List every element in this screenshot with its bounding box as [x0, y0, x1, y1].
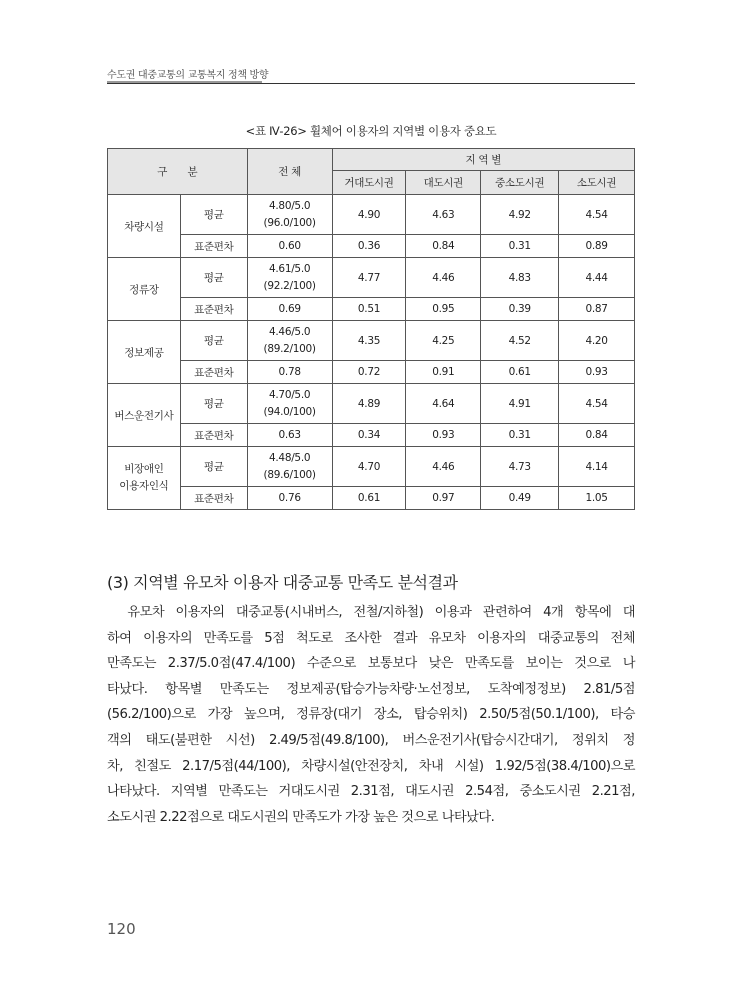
stat-label: 평균: [180, 195, 247, 235]
total-cell: 0.69: [247, 298, 332, 321]
importance-table: [107, 148, 635, 510]
table-row: [108, 361, 635, 384]
value-cell: 0.97: [406, 487, 481, 510]
header-region: 거대도시권: [332, 171, 406, 195]
stat-label: 표준편차: [180, 424, 247, 447]
value-cell: 4.91: [481, 384, 559, 424]
paragraph-line: (56.2/100)으로 가장 높으며, 정류장(대기 장소, 탑승위치) 2.50/5점(50.1/100), 타승: [107, 707, 635, 723]
body-paragraph: [107, 600, 635, 830]
table-row: [108, 447, 635, 487]
table-row: [108, 321, 635, 361]
value-cell: 4.73: [481, 447, 559, 487]
value-cell: 4.46: [406, 447, 481, 487]
total-cell: 0.63: [247, 424, 332, 447]
paragraph-line: 타났다. 항목별 만족도는 정보제공(탑승가능차량·노선정보, 도착예정정보) 2.81/5점: [107, 681, 635, 697]
value-cell: 0.51: [332, 298, 406, 321]
total-percent: (89.6/100): [263, 468, 316, 481]
stat-label: 표준편차: [180, 235, 247, 258]
value-cell: 0.61: [481, 361, 559, 384]
value-cell: 0.49: [481, 487, 559, 510]
stat-label: 평균: [180, 258, 247, 298]
total-percent: (94.0/100): [263, 405, 316, 418]
table-row: [108, 487, 635, 510]
total-cell: [247, 447, 332, 487]
page-number: 120: [107, 920, 136, 938]
value-cell: 4.14: [559, 447, 635, 487]
stat-label: 표준편차: [180, 298, 247, 321]
stat-label: 평균: [180, 447, 247, 487]
value-cell: 0.31: [481, 424, 559, 447]
paragraph-line: 객의 태도(불편한 시선) 2.49/5점(49.8/100), 버스운전기사(탑승시간대기, 정위치 정: [107, 732, 635, 748]
total-value: 4.46/5.0: [269, 325, 311, 338]
total-cell: [247, 258, 332, 298]
value-cell: 0.87: [559, 298, 635, 321]
value-cell: 4.25: [406, 321, 481, 361]
table-row: [108, 195, 635, 235]
stat-label: 평균: [180, 321, 247, 361]
table-row: [108, 298, 635, 321]
value-cell: 4.64: [406, 384, 481, 424]
value-cell: 0.89: [559, 235, 635, 258]
row-category: 정류장: [108, 258, 181, 321]
value-cell: 4.77: [332, 258, 406, 298]
value-cell: 4.44: [559, 258, 635, 298]
total-value: 4.48/5.0: [269, 451, 311, 464]
value-cell: 0.39: [481, 298, 559, 321]
table-row: [108, 258, 635, 298]
total-percent: (92.2/100): [263, 279, 316, 292]
total-cell: [247, 321, 332, 361]
table-row: [108, 424, 635, 447]
header-region: 대도시권: [406, 171, 481, 195]
value-cell: 0.95: [406, 298, 481, 321]
paragraph-line: 하여 이용자의 만족도를 5점 척도로 조사한 결과 유모차 이용자의 대중교통의 전체: [107, 630, 635, 646]
header-region: 중소도시권: [481, 171, 559, 195]
row-category: 차량시설: [108, 195, 181, 258]
header-rule: [107, 83, 635, 84]
header-region: 소도시권: [559, 171, 635, 195]
value-cell: 0.34: [332, 424, 406, 447]
value-cell: 4.92: [481, 195, 559, 235]
value-cell: 4.63: [406, 195, 481, 235]
paragraph-line: 유모차 이용자의 대중교통(시내버스, 전철/지하철) 이용과 관련하여 4개 항목에 대: [107, 605, 635, 620]
table-row: [108, 384, 635, 424]
paragraph-line: 나타났다. 지역별 만족도는 거대도시권 2.31점, 대도시권 2.54점, 중소도시권 2.21점,: [107, 784, 635, 800]
row-category-line1: 비장애인: [124, 463, 164, 475]
stat-label: 표준편차: [180, 487, 247, 510]
value-cell: 4.89: [332, 384, 406, 424]
running-title: 수도권 대중교통의 교통복지 정책 방향: [107, 70, 269, 81]
value-cell: 0.93: [559, 361, 635, 384]
paragraph-line: 차, 친절도 2.17/5점(44/100), 차량시설(안전장치, 차내 시설) 1.92/5점(38.4/100)으로: [107, 758, 635, 774]
value-cell: 0.84: [406, 235, 481, 258]
value-cell: 0.61: [332, 487, 406, 510]
row-category: 버스운전기사: [108, 384, 181, 447]
row-category: [108, 447, 181, 510]
total-cell: 0.76: [247, 487, 332, 510]
header-category: 구 분: [108, 149, 248, 195]
value-cell: 0.93: [406, 424, 481, 447]
paragraph-line: 소도시권 2.22점으로 대도시권의 만족도가 가장 높은 것으로 나타났다.: [107, 809, 495, 825]
total-cell: 0.60: [247, 235, 332, 258]
value-cell: 4.90: [332, 195, 406, 235]
value-cell: 4.54: [559, 195, 635, 235]
value-cell: 1.05: [559, 487, 635, 510]
table-caption: <표 Ⅳ-26> 휠체어 이용자의 지역별 이용자 중요도: [245, 124, 497, 138]
value-cell: 4.35: [332, 321, 406, 361]
row-category-line2: 이용자인식: [119, 480, 169, 492]
total-percent: (89.2/100): [263, 342, 316, 355]
section-heading: (3) 지역별 유모차 이용자 대중교통 만족도 분석결과: [107, 573, 458, 592]
value-cell: 4.46: [406, 258, 481, 298]
value-cell: 0.72: [332, 361, 406, 384]
stat-label: 평균: [180, 384, 247, 424]
header-total: 전 체: [247, 149, 332, 195]
value-cell: 0.36: [332, 235, 406, 258]
value-cell: 4.54: [559, 384, 635, 424]
total-cell: 0.78: [247, 361, 332, 384]
value-cell: 4.52: [481, 321, 559, 361]
table-row: [108, 235, 635, 258]
total-cell: [247, 195, 332, 235]
value-cell: 0.31: [481, 235, 559, 258]
header-region-group: 지 역 별: [332, 149, 634, 171]
row-category: 정보제공: [108, 321, 181, 384]
total-percent: (96.0/100): [263, 216, 316, 229]
total-value: 4.80/5.0: [269, 199, 311, 212]
value-cell: 0.91: [406, 361, 481, 384]
table-header-row: [108, 149, 635, 171]
total-value: 4.61/5.0: [269, 262, 311, 275]
value-cell: 0.84: [559, 424, 635, 447]
value-cell: 4.83: [481, 258, 559, 298]
total-value: 4.70/5.0: [269, 388, 311, 401]
value-cell: 4.20: [559, 321, 635, 361]
stat-label: 표준편차: [180, 361, 247, 384]
paragraph-line: 만족도는 2.37/5.0점(47.4/100) 수준으로 보통보다 낮은 만족도를 보이는 것으로 나: [107, 656, 635, 672]
value-cell: 4.70: [332, 447, 406, 487]
total-cell: [247, 384, 332, 424]
